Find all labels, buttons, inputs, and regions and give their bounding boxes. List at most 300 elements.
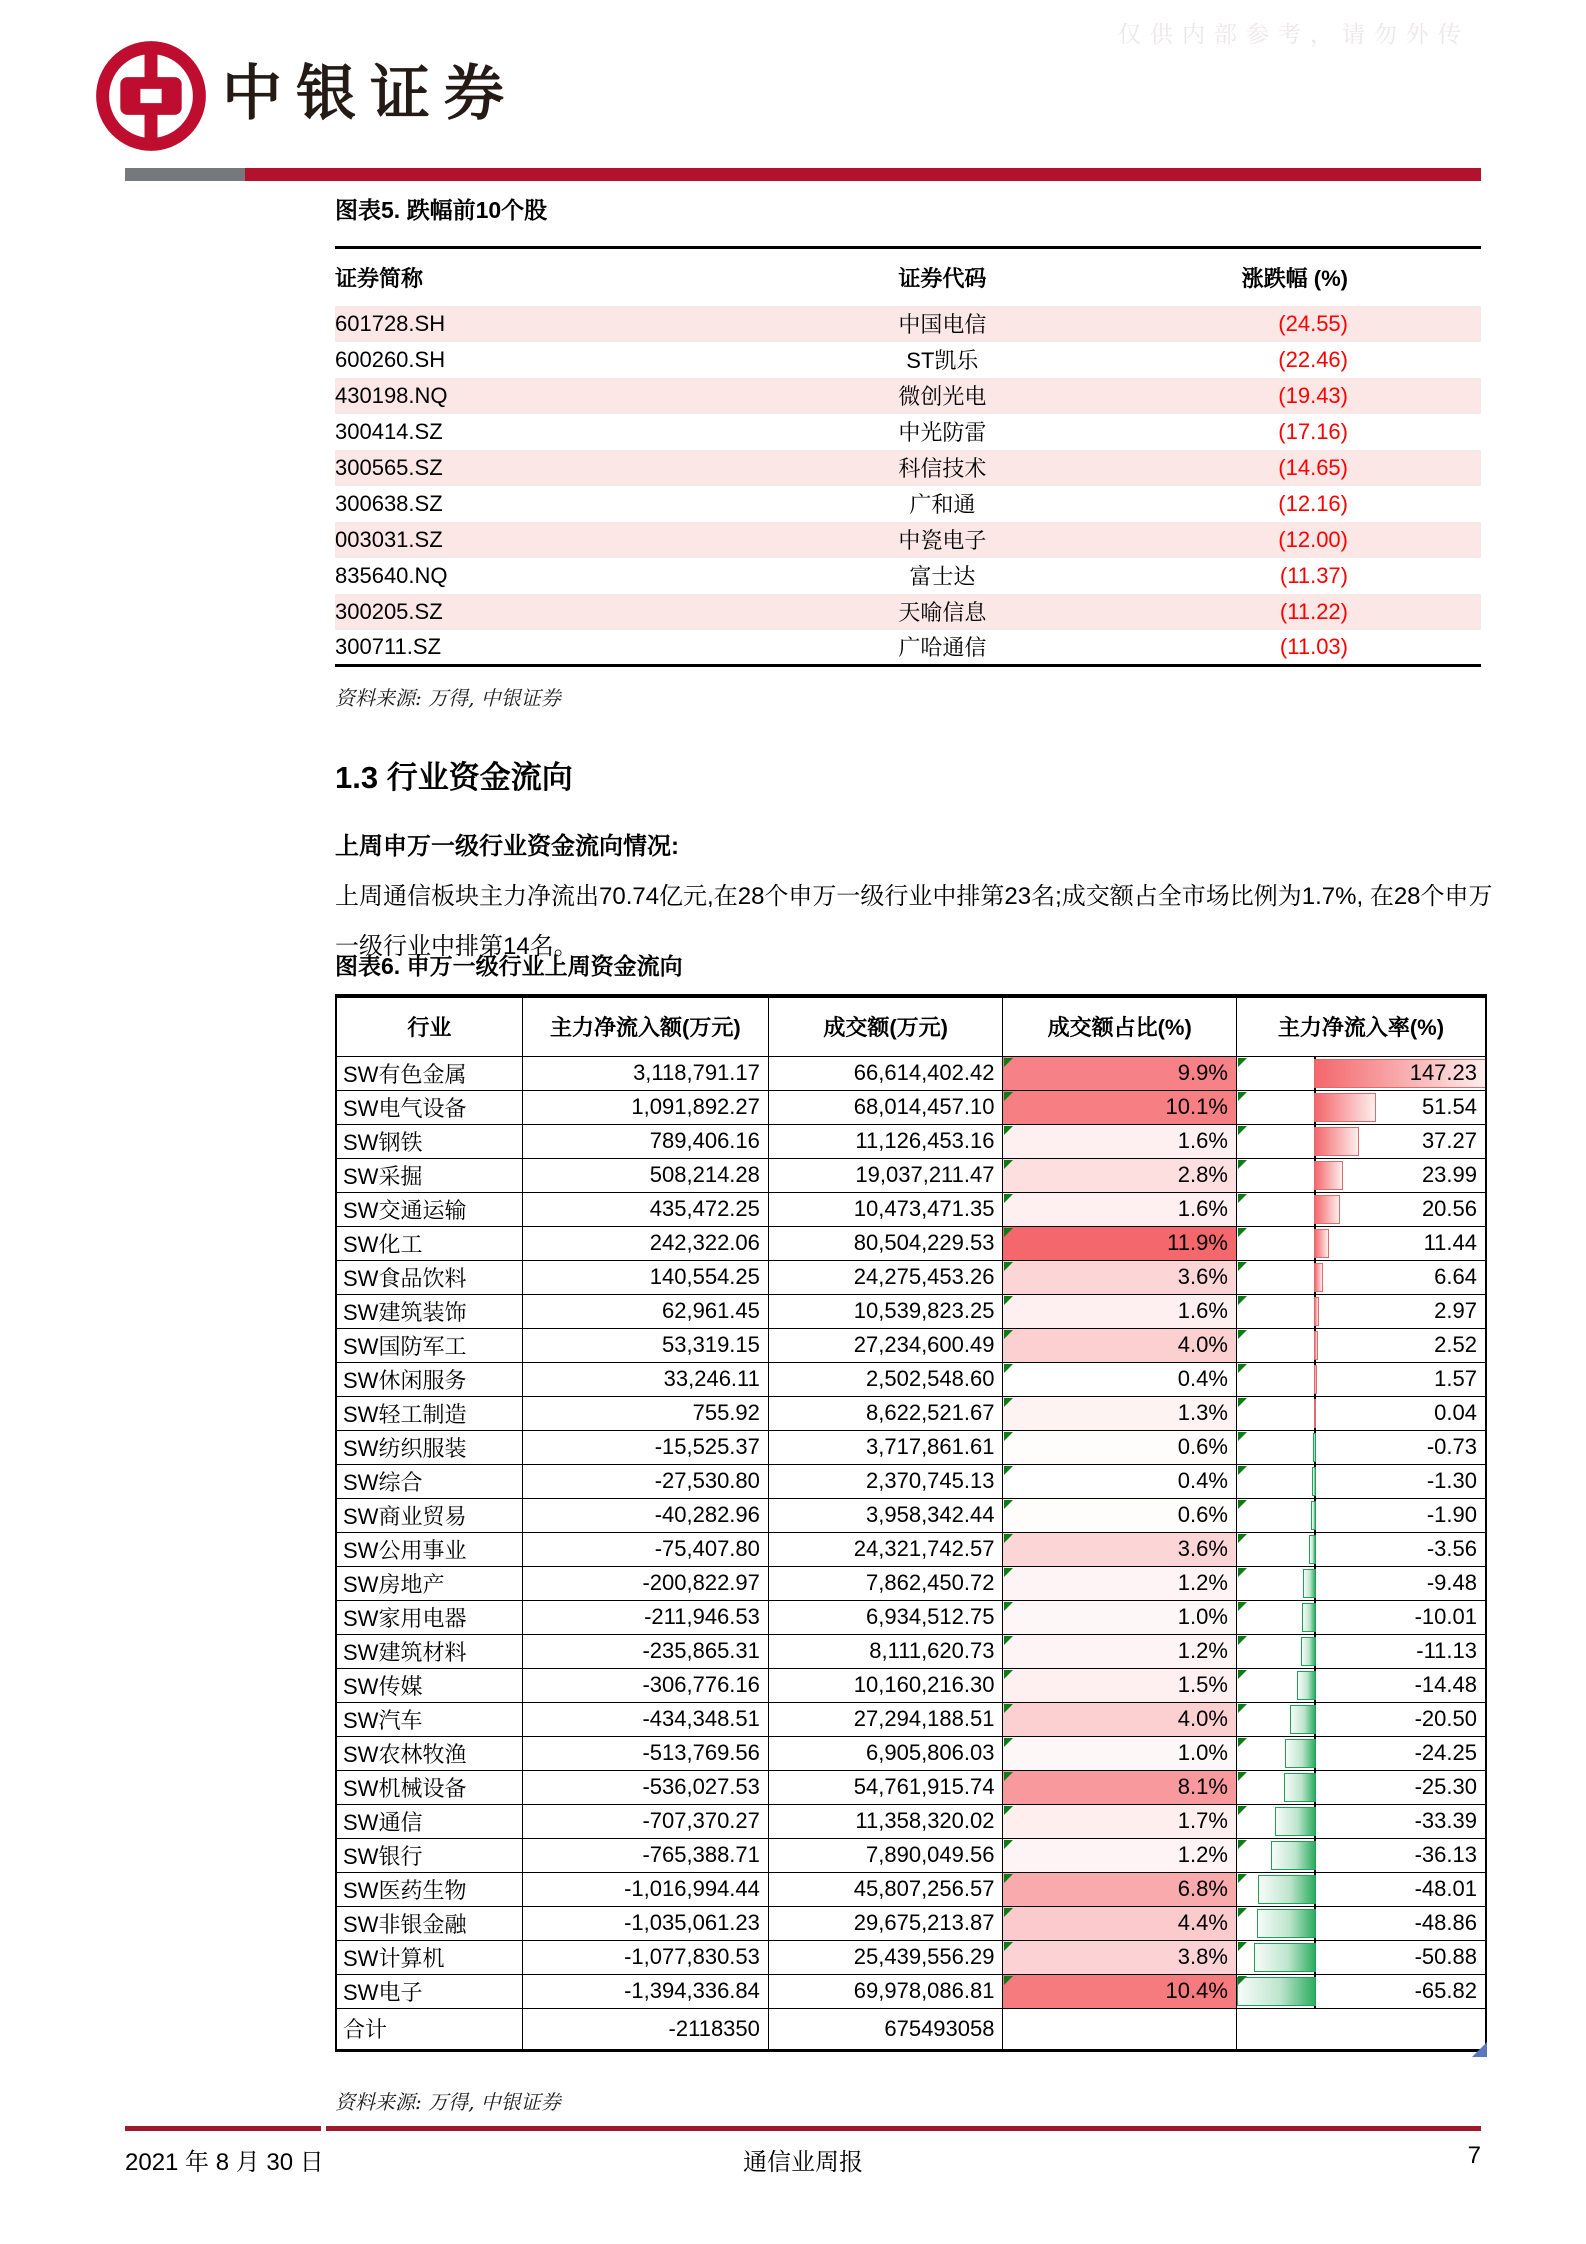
share-value: 4.0% <box>1177 1706 1228 1731</box>
error-indicator-icon <box>1004 1432 1013 1441</box>
error-indicator-icon <box>1238 1058 1247 1067</box>
cell-net-inflow: -1,035,061.23 <box>522 1906 768 1940</box>
inflow-rate-value: 11.44 <box>1423 1230 1477 1255</box>
share-value: 0.6% <box>1177 1502 1228 1527</box>
cell-industry: SW房地产 <box>336 1566 522 1600</box>
share-value: 2.8% <box>1177 1162 1228 1187</box>
cell-net-inflow: -200,822.97 <box>522 1566 768 1600</box>
inflow-rate-value: -11.13 <box>1416 1638 1477 1663</box>
inflow-rate-value: -50.88 <box>1414 1944 1477 1969</box>
error-indicator-icon <box>1238 1908 1247 1917</box>
cell-inflow-rate <box>1236 1192 1486 1226</box>
error-indicator-icon <box>1004 1228 1013 1237</box>
share-value: 3.6% <box>1177 1264 1228 1289</box>
data-bar <box>1309 1535 1315 1564</box>
cell-name: 天喻信息 <box>898 600 987 625</box>
share-value: 8.1% <box>1177 1774 1228 1799</box>
inflow-rate-value: 51.54 <box>1421 1094 1477 1119</box>
cell-industry: SW采掘 <box>336 1158 522 1192</box>
table-row <box>336 1600 1486 1634</box>
cell-inflow-rate <box>1236 1770 1486 1804</box>
cell-ticker: 835640.NQ <box>335 562 448 588</box>
cell-ticker: 300711.SZ <box>335 633 442 659</box>
cell-turnover: 24,321,742.57 <box>768 1532 1003 1566</box>
inflow-rate-value: 6.64 <box>1434 1264 1477 1289</box>
data-bar <box>1254 1943 1315 1972</box>
cell-inflow-rate <box>1236 1736 1486 1770</box>
data-bar <box>1314 1331 1319 1360</box>
data-bar <box>1275 1807 1316 1836</box>
section-heading: 1.3 行业资金流向 <box>335 760 573 795</box>
cell-inflow-rate <box>1236 1940 1486 1974</box>
cell-turnover: 6,905,806.03 <box>768 1736 1003 1770</box>
cell-inflow-rate <box>1236 1634 1486 1668</box>
error-indicator-icon <box>1004 1568 1013 1577</box>
share-value: 6.8% <box>1177 1876 1228 1901</box>
cell-turnover-share <box>1003 1124 1236 1158</box>
table-row <box>336 1056 1486 1090</box>
cell-net-inflow: 242,322.06 <box>522 1226 768 1260</box>
cell-net-inflow: 33,246.11 <box>522 1362 768 1396</box>
cell-turnover: 11,126,453.16 <box>768 1124 1003 1158</box>
cell-industry: SW有色金属 <box>336 1056 522 1090</box>
cell-industry: SW休闲服务 <box>336 1362 522 1396</box>
share-value: 10.4% <box>1165 1978 1228 2003</box>
error-indicator-icon <box>1238 1942 1247 1951</box>
error-indicator-icon <box>1004 1398 1013 1407</box>
inflow-rate-value: 37.27 <box>1421 1128 1477 1153</box>
data-bar <box>1314 1263 1324 1292</box>
cell-ticker: 601728.SH <box>335 310 446 336</box>
cell-ticker: 300565.SZ <box>335 454 443 480</box>
table-row <box>336 1294 1486 1328</box>
table-corner-marker-icon <box>1472 2042 1487 2057</box>
data-bar <box>1314 1229 1329 1258</box>
cell-net-inflow: -434,348.51 <box>522 1702 768 1736</box>
error-indicator-icon <box>1238 1840 1247 1849</box>
inflow-rate-value: -14.48 <box>1414 1672 1477 1697</box>
cell-industry: SW家用电器 <box>336 1600 522 1634</box>
section-subheading: 上周申万一级行业资金流向情况: <box>335 833 679 860</box>
cell-turnover: 2,502,548.60 <box>768 1362 1003 1396</box>
footer-report-title: 通信业周报 <box>743 2149 863 2176</box>
table-row <box>336 1634 1486 1668</box>
cell-industry: SW计算机 <box>336 1940 522 1974</box>
table-row <box>335 522 1481 558</box>
figure5-title: 图表5. 跌幅前10个股 <box>335 197 548 223</box>
error-indicator-icon <box>1238 1432 1247 1441</box>
share-value: 1.7% <box>1177 1808 1228 1833</box>
data-bar <box>1290 1705 1316 1734</box>
top-decliners-table <box>335 246 1481 667</box>
cell-inflow-rate <box>1236 1158 1486 1192</box>
cell-inflow-rate <box>1236 1566 1486 1600</box>
cell-turnover: 675493058 <box>768 2008 1003 2050</box>
error-indicator-icon <box>1004 1126 1013 1135</box>
inflow-rate-value: -24.25 <box>1414 1740 1477 1765</box>
cell-net-inflow: -306,776.16 <box>522 1668 768 1702</box>
table-row <box>336 1838 1486 1872</box>
inflow-rate-value: -1.90 <box>1426 1502 1477 1527</box>
cell-turnover-share <box>1003 1294 1236 1328</box>
share-value: 1.2% <box>1177 1842 1228 1867</box>
table-row <box>336 1668 1486 1702</box>
table-row <box>336 1498 1486 1532</box>
error-indicator-icon <box>1004 1670 1013 1679</box>
cell-inflow-rate <box>1236 1498 1486 1532</box>
cell-inflow-rate <box>1236 1056 1486 1090</box>
col-header-ticker: 证券简称 <box>335 265 424 291</box>
cell-net-inflow: -707,370.27 <box>522 1804 768 1838</box>
cell-turnover: 27,234,600.49 <box>768 1328 1003 1362</box>
error-indicator-icon <box>1238 1262 1247 1271</box>
error-indicator-icon <box>1238 1126 1247 1135</box>
cell-turnover: 68,014,457.10 <box>768 1090 1003 1124</box>
cell-industry: SW建筑材料 <box>336 1634 522 1668</box>
cell-turnover-share <box>1003 1838 1236 1872</box>
error-indicator-icon <box>1238 1330 1247 1339</box>
cell-turnover-share <box>1003 1668 1236 1702</box>
cell-change: (11.22) <box>1279 598 1348 624</box>
cell-name: 广和通 <box>909 492 976 517</box>
cell-turnover-share <box>1003 1498 1236 1532</box>
error-indicator-icon <box>1238 1738 1247 1747</box>
cell-turnover-share <box>1003 1362 1236 1396</box>
cell-industry: SW综合 <box>336 1464 522 1498</box>
cell-inflow-rate <box>1236 1838 1486 1872</box>
error-indicator-icon <box>1238 1806 1247 1815</box>
inflow-rate-value: -25.30 <box>1414 1774 1477 1799</box>
cell-industry: SW轻工制造 <box>336 1396 522 1430</box>
error-indicator-icon <box>1004 1636 1013 1645</box>
error-indicator-icon <box>1004 1976 1013 1985</box>
error-indicator-icon <box>1238 1772 1247 1781</box>
inflow-rate-value: 2.97 <box>1434 1298 1477 1323</box>
error-indicator-icon <box>1004 1840 1013 1849</box>
error-indicator-icon <box>1004 1534 1013 1543</box>
cell-turnover-share <box>1003 1906 1236 1940</box>
cell-turnover-share <box>1003 1430 1236 1464</box>
col-header-industry: 行业 <box>336 996 522 1056</box>
cell-change: (24.55) <box>1278 310 1348 336</box>
cell-industry: SW纺织服装 <box>336 1430 522 1464</box>
cell-turnover-share <box>1003 1260 1236 1294</box>
share-value: 9.9% <box>1177 1060 1228 1085</box>
cell-net-inflow: -75,407.80 <box>522 1532 768 1566</box>
table-row <box>335 486 1481 522</box>
table-row <box>336 1464 1486 1498</box>
cell-net-inflow: 755.92 <box>522 1396 768 1430</box>
error-indicator-icon <box>1004 1942 1013 1951</box>
cell-turnover: 45,807,256.57 <box>768 1872 1003 1906</box>
cell-industry: SW国防军工 <box>336 1328 522 1362</box>
cell-turnover-share <box>1003 1974 1236 2008</box>
error-indicator-icon <box>1004 1194 1013 1203</box>
error-indicator-icon <box>1004 1738 1013 1747</box>
cell-turnover-share <box>1003 1158 1236 1192</box>
table-row <box>336 1736 1486 1770</box>
inflow-rate-value: -33.39 <box>1414 1808 1477 1833</box>
cell-turnover-share <box>1003 1328 1236 1362</box>
cell-net-inflow: 62,961.45 <box>522 1294 768 1328</box>
table-row <box>336 1192 1486 1226</box>
cell-ticker: 300414.SZ <box>335 418 443 444</box>
cell-net-inflow: -536,027.53 <box>522 1770 768 1804</box>
inflow-rate-value: 0.04 <box>1434 1400 1477 1425</box>
col-header-change: 涨跌幅 (%) <box>1241 265 1348 291</box>
error-indicator-icon <box>1238 1228 1247 1237</box>
table-row <box>335 342 1481 378</box>
inflow-rate-value: 2.52 <box>1434 1332 1477 1357</box>
table-row <box>336 1906 1486 1940</box>
cell-turnover-share <box>1003 1634 1236 1668</box>
col-header-net-inflow: 主力净流入额(万元) <box>522 996 768 1056</box>
share-value: 0.4% <box>1177 1468 1228 1493</box>
cell-ticker: 600260.SH <box>335 346 446 372</box>
cell-inflow-rate <box>1236 1872 1486 1906</box>
cell-turnover: 66,614,402.42 <box>768 1056 1003 1090</box>
data-bar <box>1303 1569 1316 1598</box>
share-value: 1.2% <box>1177 1570 1228 1595</box>
cell-inflow-rate <box>1236 1974 1486 2008</box>
error-indicator-icon <box>1004 1262 1013 1271</box>
cell-turnover: 2,370,745.13 <box>768 1464 1003 1498</box>
cell-turnover: 3,717,861.61 <box>768 1430 1003 1464</box>
col-header-share: 成交额占比(%) <box>1003 996 1236 1056</box>
cell-inflow-rate <box>1236 1294 1486 1328</box>
cell-turnover: 6,934,512.75 <box>768 1600 1003 1634</box>
cell-change: (12.16) <box>1278 490 1348 516</box>
cell-turnover: 11,358,320.02 <box>768 1804 1003 1838</box>
confidential-watermark: 仅供内部参考，请勿外传 <box>1118 21 1470 47</box>
cell-net-inflow: -211,946.53 <box>522 1600 768 1634</box>
error-indicator-icon <box>1004 1772 1013 1781</box>
table-row <box>336 1396 1486 1430</box>
cell-turnover-share <box>1003 1566 1236 1600</box>
data-bar <box>1314 1297 1319 1326</box>
error-indicator-icon <box>1004 1160 1013 1169</box>
cell-change: (19.43) <box>1278 382 1348 408</box>
table-row <box>336 1226 1486 1260</box>
inflow-rate-value: -3.56 <box>1426 1536 1477 1561</box>
cell-inflow-rate <box>1236 1668 1486 1702</box>
table-row <box>336 1702 1486 1736</box>
cell-net-inflow: 3,118,791.17 <box>522 1056 768 1090</box>
table-row <box>336 1124 1486 1158</box>
cell-net-inflow: 435,472.25 <box>522 1192 768 1226</box>
cell-inflow-rate <box>1236 2008 1486 2050</box>
cell-turnover: 29,675,213.87 <box>768 1906 1003 1940</box>
cell-turnover: 8,111,620.73 <box>768 1634 1003 1668</box>
error-indicator-icon <box>1004 1092 1013 1101</box>
cell-turnover-share <box>1003 1226 1236 1260</box>
footer-rule-left-segment <box>125 2126 321 2131</box>
data-bar <box>1301 1637 1316 1666</box>
table-row <box>335 630 1481 666</box>
cell-turnover: 69,978,086.81 <box>768 1974 1003 2008</box>
data-bar <box>1313 1433 1316 1462</box>
inflow-rate-value: -20.50 <box>1414 1706 1477 1731</box>
cell-turnover: 10,160,216.30 <box>768 1668 1003 1702</box>
error-indicator-icon <box>1238 1636 1247 1645</box>
table-row <box>336 1770 1486 1804</box>
cell-turnover: 10,539,823.25 <box>768 1294 1003 1328</box>
table-row <box>336 1362 1486 1396</box>
cell-turnover: 54,761,915.74 <box>768 1770 1003 1804</box>
share-value: 1.6% <box>1177 1196 1228 1221</box>
table-row <box>335 378 1481 414</box>
share-value: 3.6% <box>1177 1536 1228 1561</box>
cell-name: 富士达 <box>909 564 976 589</box>
inflow-rate-value: -36.13 <box>1414 1842 1477 1867</box>
inflow-rate-value: -48.01 <box>1414 1876 1477 1901</box>
cell-inflow-rate <box>1236 1396 1486 1430</box>
inflow-rate-value: 1.57 <box>1434 1366 1477 1391</box>
table-row <box>336 1260 1486 1294</box>
cell-name: 中国电信 <box>898 312 987 337</box>
inflow-rate-value: 147.23 <box>1409 1060 1477 1085</box>
cell-net-inflow: -15,525.37 <box>522 1430 768 1464</box>
cell-inflow-rate <box>1236 1804 1486 1838</box>
cell-net-inflow: -1,016,994.44 <box>522 1872 768 1906</box>
cell-industry: SW银行 <box>336 1838 522 1872</box>
header-rule-gray-segment <box>125 168 245 181</box>
cell-turnover-share <box>1003 1192 1236 1226</box>
data-bar <box>1311 1501 1315 1530</box>
table-row <box>336 1872 1486 1906</box>
cell-net-inflow: -1,394,336.84 <box>522 1974 768 2008</box>
industry-fund-flow-table <box>335 994 1487 2052</box>
cell-change: (12.00) <box>1278 526 1348 552</box>
share-value: 1.0% <box>1177 1604 1228 1629</box>
cell-net-inflow: -513,769.56 <box>522 1736 768 1770</box>
cell-change: (11.03) <box>1279 633 1348 659</box>
share-value: 1.2% <box>1177 1638 1228 1663</box>
error-indicator-icon <box>1238 1670 1247 1679</box>
cell-net-inflow: 1,091,892.27 <box>522 1090 768 1124</box>
table-row <box>335 414 1481 450</box>
data-bar <box>1312 1467 1316 1496</box>
cell-industry: SW农林牧渔 <box>336 1736 522 1770</box>
share-value: 11.9% <box>1167 1230 1228 1255</box>
error-indicator-icon <box>1004 1500 1013 1509</box>
table-row <box>336 1328 1486 1362</box>
data-bar <box>1258 1875 1316 1904</box>
cell-turnover: 25,439,556.29 <box>768 1940 1003 1974</box>
table-row <box>335 558 1481 594</box>
cell-industry: SW商业贸易 <box>336 1498 522 1532</box>
cell-turnover: 7,862,450.72 <box>768 1566 1003 1600</box>
error-indicator-icon <box>1238 1398 1247 1407</box>
cell-turnover-share <box>1003 2008 1236 2050</box>
cell-turnover: 24,275,453.26 <box>768 1260 1003 1294</box>
cell-turnover-share <box>1003 1872 1236 1906</box>
data-bar <box>1257 1909 1316 1938</box>
cell-industry: SW汽车 <box>336 1702 522 1736</box>
cell-net-inflow: 53,319.15 <box>522 1328 768 1362</box>
cell-inflow-rate <box>1236 1600 1486 1634</box>
figure5-source: 资料来源: 万得, 中银证券 <box>335 686 561 710</box>
cell-turnover-share <box>1003 1736 1236 1770</box>
data-bar <box>1314 1093 1376 1122</box>
table-total-row <box>336 2008 1486 2050</box>
cell-ticker: 430198.NQ <box>335 382 448 408</box>
error-indicator-icon <box>1238 1092 1247 1101</box>
cell-net-inflow: -27,530.80 <box>522 1464 768 1498</box>
cell-industry: SW公用事业 <box>336 1532 522 1566</box>
data-bar <box>1284 1773 1315 1802</box>
section-paragraph: 上周通信板块主力净流出70.74亿元,在28个申万一级行业中排第23名;成交额占全市场比例为1.7%, 在28个申万一级行业中排第14名。 <box>335 883 1493 960</box>
cell-industry: SW机械设备 <box>336 1770 522 1804</box>
cell-change: (11.37) <box>1279 562 1348 588</box>
cell-turnover: 8,622,521.67 <box>768 1396 1003 1430</box>
error-indicator-icon <box>1004 1704 1013 1713</box>
cell-net-inflow: -235,865.31 <box>522 1634 768 1668</box>
cell-name: 中光防雷 <box>898 420 987 445</box>
cell-turnover-share <box>1003 1770 1236 1804</box>
cell-inflow-rate <box>1236 1226 1486 1260</box>
inflow-rate-value: -10.01 <box>1414 1604 1477 1629</box>
cell-industry: SW电子 <box>336 1974 522 2008</box>
share-value: 0.6% <box>1177 1434 1228 1459</box>
cell-turnover: 19,037,211.47 <box>768 1158 1003 1192</box>
error-indicator-icon <box>1238 1364 1247 1373</box>
cell-industry: SW电气设备 <box>336 1090 522 1124</box>
cell-industry: SW通信 <box>336 1804 522 1838</box>
cell-turnover: 3,958,342.44 <box>768 1498 1003 1532</box>
inflow-rate-value: -0.73 <box>1426 1434 1477 1459</box>
cell-inflow-rate <box>1236 1702 1486 1736</box>
cell-industry: SW建筑装饰 <box>336 1294 522 1328</box>
data-bar <box>1237 1977 1316 2006</box>
cell-turnover-share <box>1003 1804 1236 1838</box>
error-indicator-icon <box>1004 1806 1013 1815</box>
cell-turnover-share <box>1003 1532 1236 1566</box>
table-header-row <box>336 996 1486 1056</box>
cell-net-inflow: -1,077,830.53 <box>522 1940 768 1974</box>
share-value: 10.1% <box>1165 1094 1228 1119</box>
cell-turnover-share <box>1003 1090 1236 1124</box>
cell-net-inflow: 140,554.25 <box>522 1260 768 1294</box>
cell-inflow-rate <box>1236 1906 1486 1940</box>
error-indicator-icon <box>1004 1364 1013 1373</box>
error-indicator-icon <box>1004 1330 1013 1339</box>
share-value: 1.6% <box>1177 1298 1228 1323</box>
table-row <box>335 594 1481 630</box>
table-row <box>336 1566 1486 1600</box>
data-bar <box>1297 1671 1316 1700</box>
cell-industry: SW交通运输 <box>336 1192 522 1226</box>
share-value: 3.8% <box>1177 1944 1228 1969</box>
brand-name: 中银证券 <box>222 59 518 129</box>
share-value: 4.0% <box>1177 1332 1228 1357</box>
cell-name: 中瓷电子 <box>898 528 987 553</box>
figure6-source: 资料来源: 万得, 中银证券 <box>335 2090 561 2114</box>
share-value: 0.4% <box>1177 1366 1228 1391</box>
error-indicator-icon <box>1238 1874 1247 1883</box>
error-indicator-icon <box>1238 1500 1247 1509</box>
error-indicator-icon <box>1238 1194 1247 1203</box>
footer-rule-right-segment <box>326 2126 1481 2131</box>
cell-turnover-share <box>1003 1940 1236 1974</box>
error-indicator-icon <box>1238 1160 1247 1169</box>
table-row <box>336 1090 1486 1124</box>
table-header-row <box>335 248 1481 306</box>
cell-inflow-rate <box>1236 1260 1486 1294</box>
cell-net-inflow: 789,406.16 <box>522 1124 768 1158</box>
data-bar <box>1314 1127 1359 1156</box>
error-indicator-icon <box>1004 1058 1013 1067</box>
